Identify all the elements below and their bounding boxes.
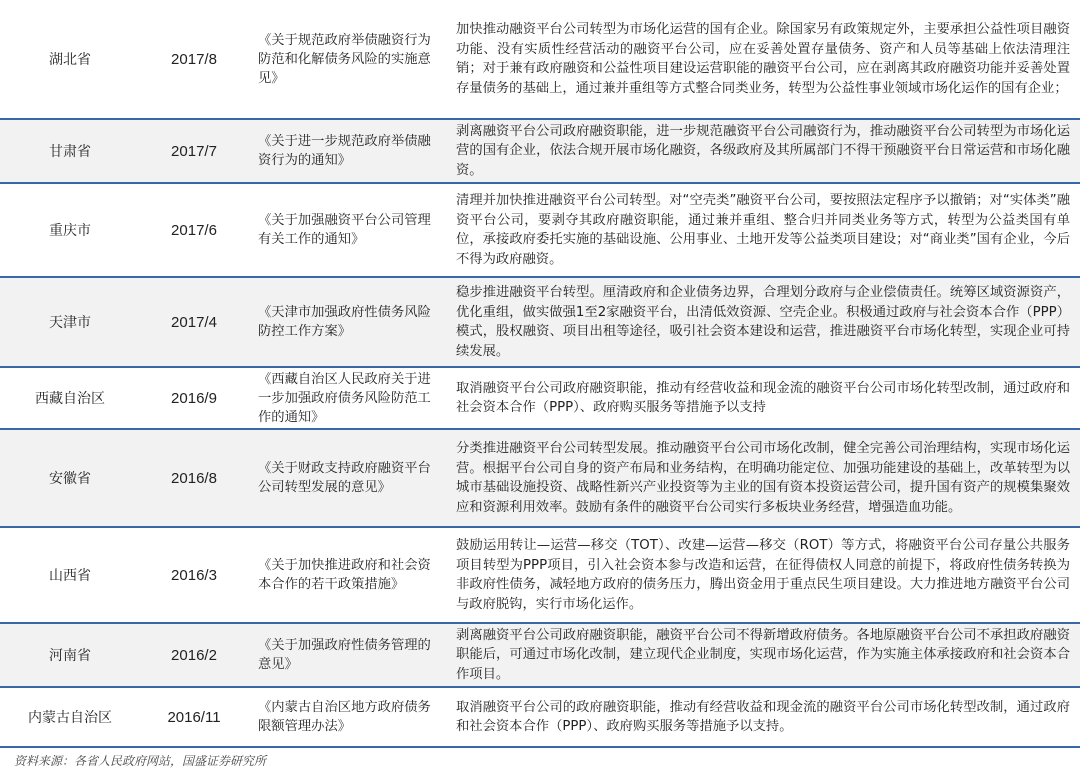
policy-content: 清理并加快推进融资平台公司转型。对“空壳类”融资平台公司，要按照法定程序予以撤销；对“实体类”融资平台公司，要剥夺其政府融资职能，通过兼并重组、整合归并同类业务等方式，转型为公益类国有单位，承接政府委托实施的基础设施、公用事业、土地开发等公益类项目建设；对“商业类”国有企业，今后不得为政府融资。	[456, 193, 1070, 267]
document-title: 《内蒙古自治区地方政府债务限额管理办法》	[258, 700, 431, 734]
table-row	[0, 120, 1080, 182]
document-title-cell	[248, 120, 446, 182]
content-cell	[446, 184, 1080, 276]
source-note: 资料来源：各省人民政府网站，国盛证券研究所	[14, 754, 267, 768]
document-title: 《关于加快推进政府和社会资本合作的若干政策措施》	[258, 558, 431, 592]
document-title-cell	[248, 624, 446, 686]
table-row	[0, 688, 1080, 746]
policy-content: 稳步推进融资平台转型。厘清政府和企业债务边界，合理划分政府与企业偿债责任。统筹区域资源资产，优化重组，做实做强1至2家融资平台，出清低效资源、空壳企业。积极通过政府与社会资本合作（PPP）模式，股权融资、项目出租等途径，吸引社会资本建设和运营，推进融资平台市场化转型，实现企业可持续发展。	[456, 285, 1070, 359]
document-title: 《关于财政支持政府融资平台公司转型发展的意见》	[258, 461, 431, 495]
date-cell: 2016/11	[167, 708, 221, 726]
document-title-cell	[248, 0, 446, 118]
document-title: 《关于加强政府性债务管理的意见》	[258, 638, 431, 672]
date-cell: 2016/8	[171, 469, 217, 487]
policy-content: 剥离融资平台公司政府融资职能，融资平台公司不得新增政府债务。各地原融资平台公司不承担政府融资职能后，可通过市场化改制，建立现代企业制度，实现市场化运营，作为实施主体承接政府和社会资本合作项目。	[456, 627, 1070, 682]
date-cell: 2017/4	[171, 313, 217, 331]
document-title: 《关于规范政府举债融资行为防范和化解债务风险的实施意见》	[258, 32, 431, 86]
document-title: 《天津市加强政府性债务风险防控工作方案》	[258, 305, 431, 339]
document-title-cell	[248, 184, 446, 276]
policy-content: 分类推进融资平台公司转型发展。推动融资平台公司市场化改制，健全完善公司治理结构，实现市场化运营。根据平台公司自身的资产布局和业务结构，在明确功能定位、加强功能建设的基础上，改革转型为以城市基础设施投资、战略性新兴产业投资等为主业的国有资本投资运营公司，提升国有资产的规模集聚效应和资源利用效率。鼓励有条件的融资平台公司实行多板块业务经营，增强造血功能。	[456, 441, 1070, 515]
date-cell: 2016/2	[171, 646, 217, 664]
policy-content: 加快推动融资平台公司转型为市场化运营的国有企业。除国家另有政策规定外，主要承担公益性项目融资功能、没有实质性经营活动的融资平台公司，应在妥善处置存量债务、资产和人员等基础上依法清理注销；对于兼有政府融资和公益性项目建设运营职能的融资平台公司，应在剥离其政府融资功能并妥善处置存量债务的基础上，通过兼并重组等方式整合同类业务，转型为公益性事业领域市场化运作的国有企业；	[456, 22, 1070, 96]
policy-content: 鼓励运用转让—运营—移交（TOT）、改建—运营—移交（ROT）等方式，将融资平台公司存量公共服务项目转型为PPP项目，引入社会资本参与改造和运营，在征得债权人同意的前提下，将政府性债务转换为非政府性债务，减轻地方政府的债务压力，腾出资金用于重点民生项目建设。大力推进地方融资平台公司与政府脱钩，实行市场化运作。	[456, 538, 1070, 612]
document-title: 《关于进一步规范政府举债融资行为的通知》	[258, 134, 431, 168]
policy-content: 取消融资平台公司政府融资职能，推动有经营收益和现金流的融资平台公司市场化转型改制，通过政府和社会资本合作（PPP）、政府购买服务等措施予以支持	[456, 380, 1070, 415]
province-cell: 湖北省	[49, 52, 91, 68]
province-cell: 山西省	[49, 568, 91, 584]
province-cell: 甘肃省	[49, 144, 91, 160]
date-cell: 2017/6	[171, 221, 217, 239]
policy-content: 剥离融资平台公司政府融资职能，进一步规范融资平台公司融资行为，推动融资平台公司转型为市场化运营的国有企业，依法合规开展市场化融资，各级政府及其所属部门不得干预融资平台日常运营和市场化融资。	[456, 123, 1070, 178]
row-separator	[0, 746, 1080, 748]
content-cell	[446, 528, 1080, 622]
province-cell: 西藏自治区	[35, 391, 105, 407]
document-title: 《西藏自治区人民政府关于进一步加强政府债务风险防范工作的通知》	[258, 371, 431, 425]
province-cell: 安徽省	[49, 471, 91, 487]
province-cell: 内蒙古自治区	[28, 710, 112, 726]
document-title-cell	[248, 430, 446, 526]
document-title-cell	[248, 278, 446, 366]
table-row	[0, 368, 1080, 428]
document-title-cell	[248, 368, 446, 428]
content-cell	[446, 624, 1080, 686]
table-row	[0, 0, 1080, 118]
document-title-cell	[248, 688, 446, 746]
content-cell	[446, 430, 1080, 526]
content-cell	[446, 688, 1080, 746]
date-cell: 2016/3	[171, 566, 217, 584]
date-cell: 2017/8	[171, 50, 217, 68]
content-cell	[446, 0, 1080, 118]
province-cell: 天津市	[49, 315, 91, 331]
content-cell	[446, 368, 1080, 428]
table-row	[0, 430, 1080, 526]
table-row	[0, 624, 1080, 686]
table-row	[0, 184, 1080, 276]
content-cell	[446, 120, 1080, 182]
date-cell: 2016/9	[171, 389, 217, 407]
province-cell: 河南省	[49, 648, 91, 664]
document-title: 《关于加强融资平台公司管理有关工作的通知》	[258, 213, 431, 247]
table-row	[0, 528, 1080, 622]
content-cell	[446, 278, 1080, 366]
policy-content: 取消融资平台公司的政府融资职能，推动有经营收益和现金流的融资平台公司市场化转型改制，通过政府和社会资本合作（PPP）、政府购买服务等措施予以支持。	[456, 699, 1070, 734]
date-cell: 2017/7	[171, 142, 217, 160]
document-title-cell	[248, 528, 446, 622]
table-row	[0, 278, 1080, 366]
province-cell: 重庆市	[49, 223, 91, 239]
